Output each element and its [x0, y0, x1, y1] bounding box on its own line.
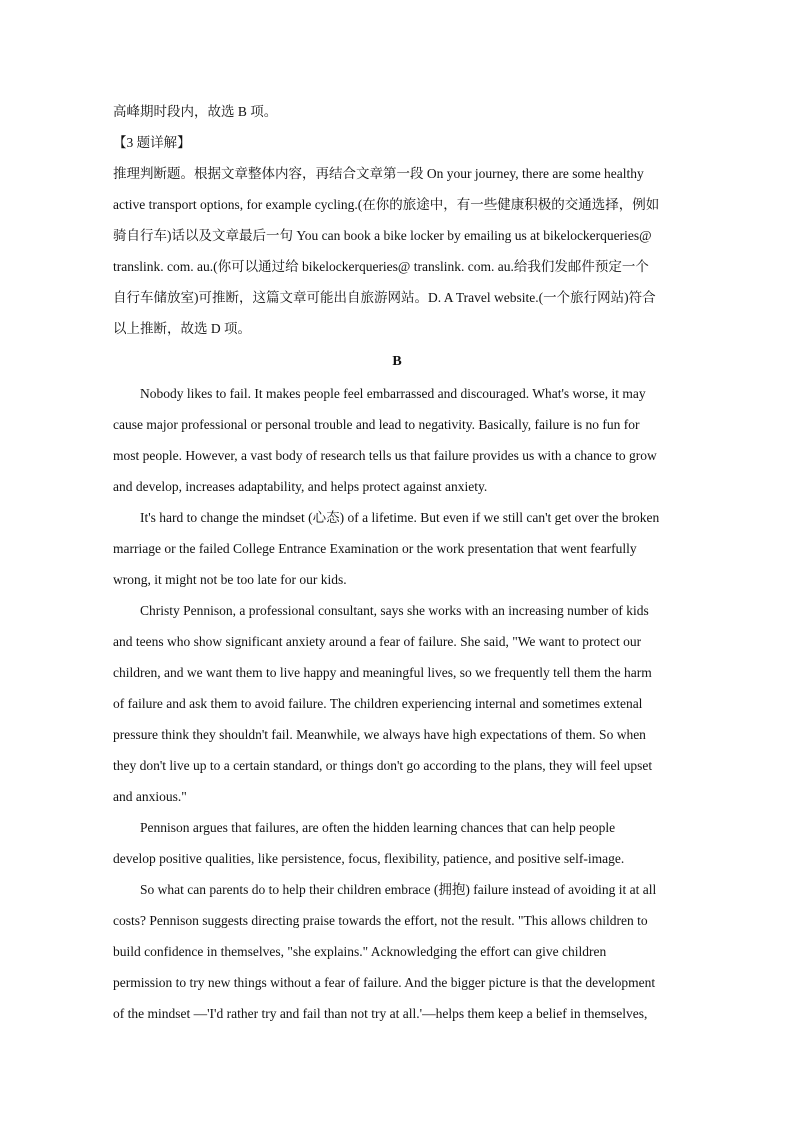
paragraph-line: Nobody likes to fail. It makes people feel embarrassed and discouraged. What's worse, it may	[140, 386, 646, 401]
paragraph-line: children, and we want them to live happy and meaningful lives, so we frequently tell them the harm	[113, 665, 652, 680]
paragraph-1	[113, 378, 681, 502]
paragraph-line: So what can parents do to help their children embrace (拥抱) failure instead of avoiding it at all	[140, 882, 657, 897]
paragraph-line: marriage or the failed College Entrance Examination or the work presentation that went fearfully	[113, 541, 637, 556]
paragraph-line: build confidence in themselves, "she explains." Acknowledging the effort can give children	[113, 944, 607, 959]
analysis-line: translink. com. au.(你可以通过给 bikelockerqueries@ translink. com. au.给我们发邮件预定一个	[113, 259, 649, 274]
paragraph-line: develop positive qualities, like persistence, focus, flexibility, patience, and positive self-image.	[113, 851, 625, 866]
paragraph-3	[113, 595, 681, 812]
analysis-line: 推理判断题。根据文章整体内容，再结合文章第一段 On your journey, there are some healthy	[113, 166, 644, 181]
answer-analysis	[113, 96, 681, 344]
passage-section-letter: B	[392, 354, 402, 369]
paragraph-line: It's hard to change the mindset (心态) of a lifetime. But even if we still can't get over the broken	[140, 510, 660, 525]
analysis-line: active transport options, for example cycling.(在你的旅途中，有一些健康积极的交通选择，例如	[113, 197, 660, 212]
paragraph-line: pressure think they shouldn't fail. Meanwhile, we always have high expectations of them. So when	[113, 727, 646, 742]
paragraph-line: and anxious."	[113, 789, 187, 804]
paragraph-line: they don't live up to a certain standard, or things don't go according to the plans, they will feel upset	[113, 758, 653, 773]
paragraph-line: of failure and ask them to avoid failure. The children experiencing internal and sometimes extenal	[113, 696, 643, 711]
paragraph-line: of the mindset —'I'd rather try and fail than not try at all.'—helps them keep a belief in themselves,	[113, 1006, 648, 1021]
passage-body	[113, 378, 681, 1029]
analysis-line: 以上推断，故选 D 项。	[113, 321, 251, 336]
paragraph-4	[113, 812, 681, 874]
analysis-line: 自行车储放室)可推断，这篇文章可能出自旅游网站。D. A Travel website.(一个旅行网站)符合	[113, 290, 656, 305]
paragraph-line: Christy Pennison, a professional consultant, says she works with an increasing number of kids	[140, 603, 649, 618]
analysis-line: 骑自行车)话以及文章最后一句 You can book a bike locker by emailing us at bikelockerqueries@	[113, 228, 652, 243]
paragraph-2	[113, 502, 681, 595]
paragraph-line: costs? Pennison suggests directing praise towards the effort, not the result. "This allows children to	[113, 913, 648, 928]
paragraph-line: cause major professional or personal trouble and lead to negativity. Basically, failure is no fun for	[113, 417, 640, 432]
paragraph-line: wrong, it might not be too late for our kids.	[113, 572, 347, 587]
paragraph-line: permission to try new things without a fear of failure. And the bigger picture is that the development	[113, 975, 656, 990]
paragraph-line: Pennison argues that failures, are often the hidden learning chances that can help people	[140, 820, 616, 835]
paragraph-5	[113, 874, 681, 1029]
answer-conclusion-line: 高峰期时段内，故选 B 项。	[113, 104, 278, 119]
paragraph-line: and teens who show significant anxiety around a fear of failure. She said, "We want to protect our	[113, 634, 642, 649]
paragraph-line: most people. However, a vast body of research tells us that failure provides us with a chance to grow	[113, 448, 657, 463]
question-3-heading: 【3 题详解】	[113, 135, 191, 150]
paragraph-line: and develop, increases adaptability, and helps protect against anxiety.	[113, 479, 488, 494]
